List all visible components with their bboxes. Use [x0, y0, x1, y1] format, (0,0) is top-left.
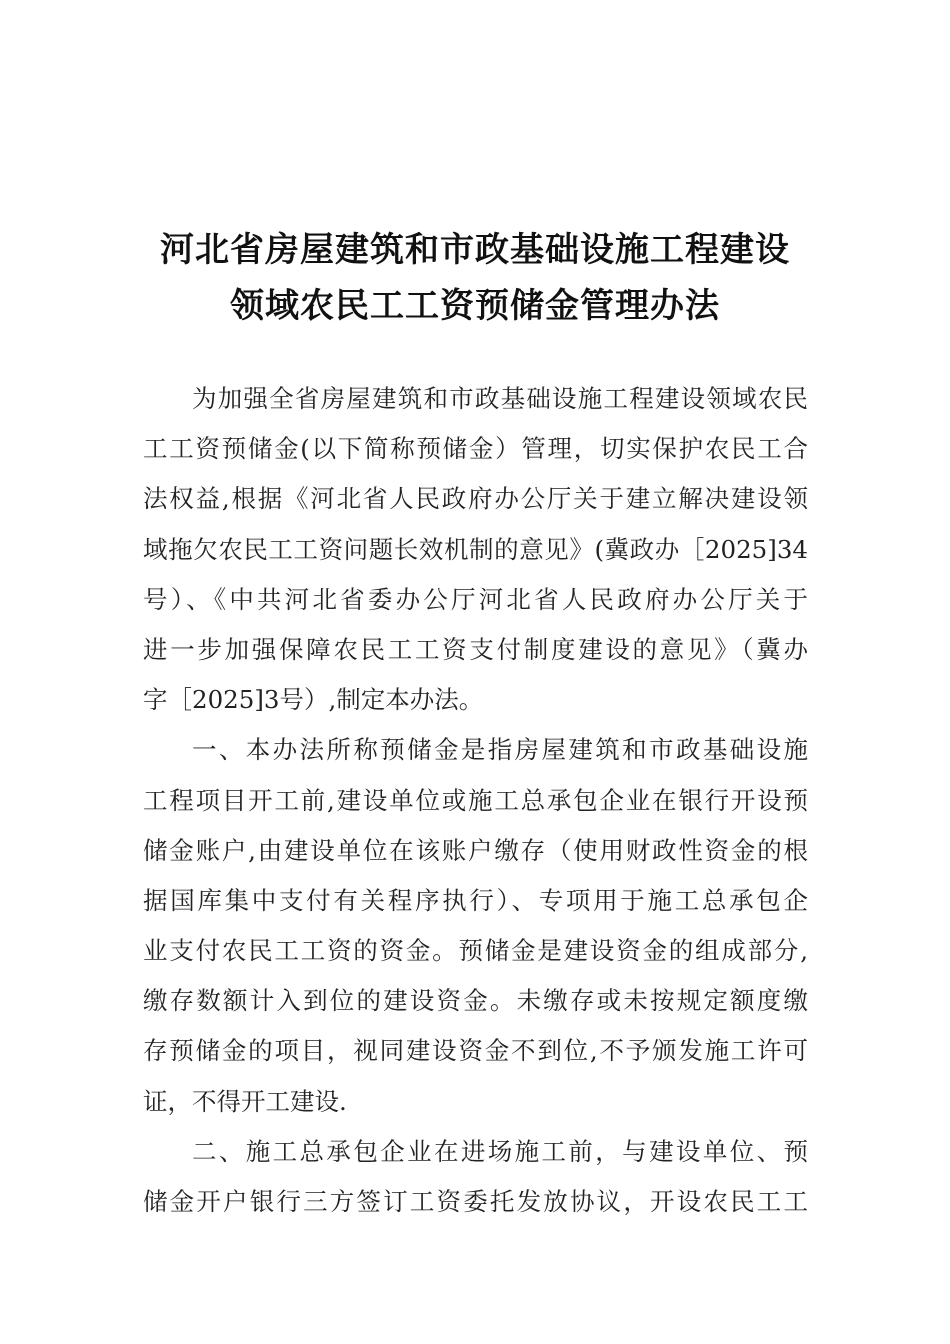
document-body [143, 374, 808, 1227]
title-line-1: 河北省房屋建筑和市政基础设施工程建设 [160, 230, 790, 270]
text-line: 一、本办法所称预储金是指房屋建筑和市政基础设施 [192, 735, 808, 765]
text-line: 工工资预储金(以下简称预储金）管理，切实保护农民工合 [143, 434, 808, 464]
text-line: 字［2025]3号）,制定本办法。 [143, 685, 484, 715]
text-line: 证，不得开工建设. [143, 1086, 347, 1116]
paragraph-preamble [143, 374, 808, 725]
text-line: 据国库集中支付有关程序执行）、专项用于施工总承包企 [143, 885, 808, 915]
text-line: 缴存数额计入到位的建设资金。未缴存或未按规定额度缴 [143, 986, 808, 1016]
text-line: 二、施工总承包企业在进场施工前，与建设单位、预 [192, 1136, 808, 1166]
document-title [140, 222, 810, 334]
title-line-2: 领域农民工工资预储金管理办法 [230, 286, 720, 326]
text-line: 为加强全省房屋建筑和市政基础设施工程建设领域农民 [192, 384, 808, 413]
text-line: 域拖欠农民工工资问题长效机制的意见》(冀政办［2025]34 [143, 534, 808, 564]
text-line: 储金账户,由建设单位在该账户缴存（使用财政性资金的根 [143, 835, 808, 865]
text-line: 业支付农民工工资的资金。预储金是建设资金的组成部分, [143, 936, 808, 966]
paragraph-article-1 [143, 725, 808, 1127]
text-line: 存预储金的项目，视同建设资金不到位,不予颁发施工许可 [143, 1036, 808, 1066]
text-line: 工程项目开工前,建设单位或施工总承包企业在银行开设预 [143, 785, 808, 815]
text-line: 储金开户银行三方签订工资委托发放协议，开设农民工工 [143, 1187, 808, 1216]
text-line: 法权益,根据《河北省人民政府办公厅关于建立解决建设领 [143, 484, 808, 514]
text-line: 号）、《中共河北省委办公厅河北省人民政府办公厅关于 [143, 584, 808, 614]
paragraph-article-2 [143, 1127, 808, 1227]
text-line: 进一步加强保障农民工工资支付制度建设的意见》（冀办 [143, 634, 808, 664]
